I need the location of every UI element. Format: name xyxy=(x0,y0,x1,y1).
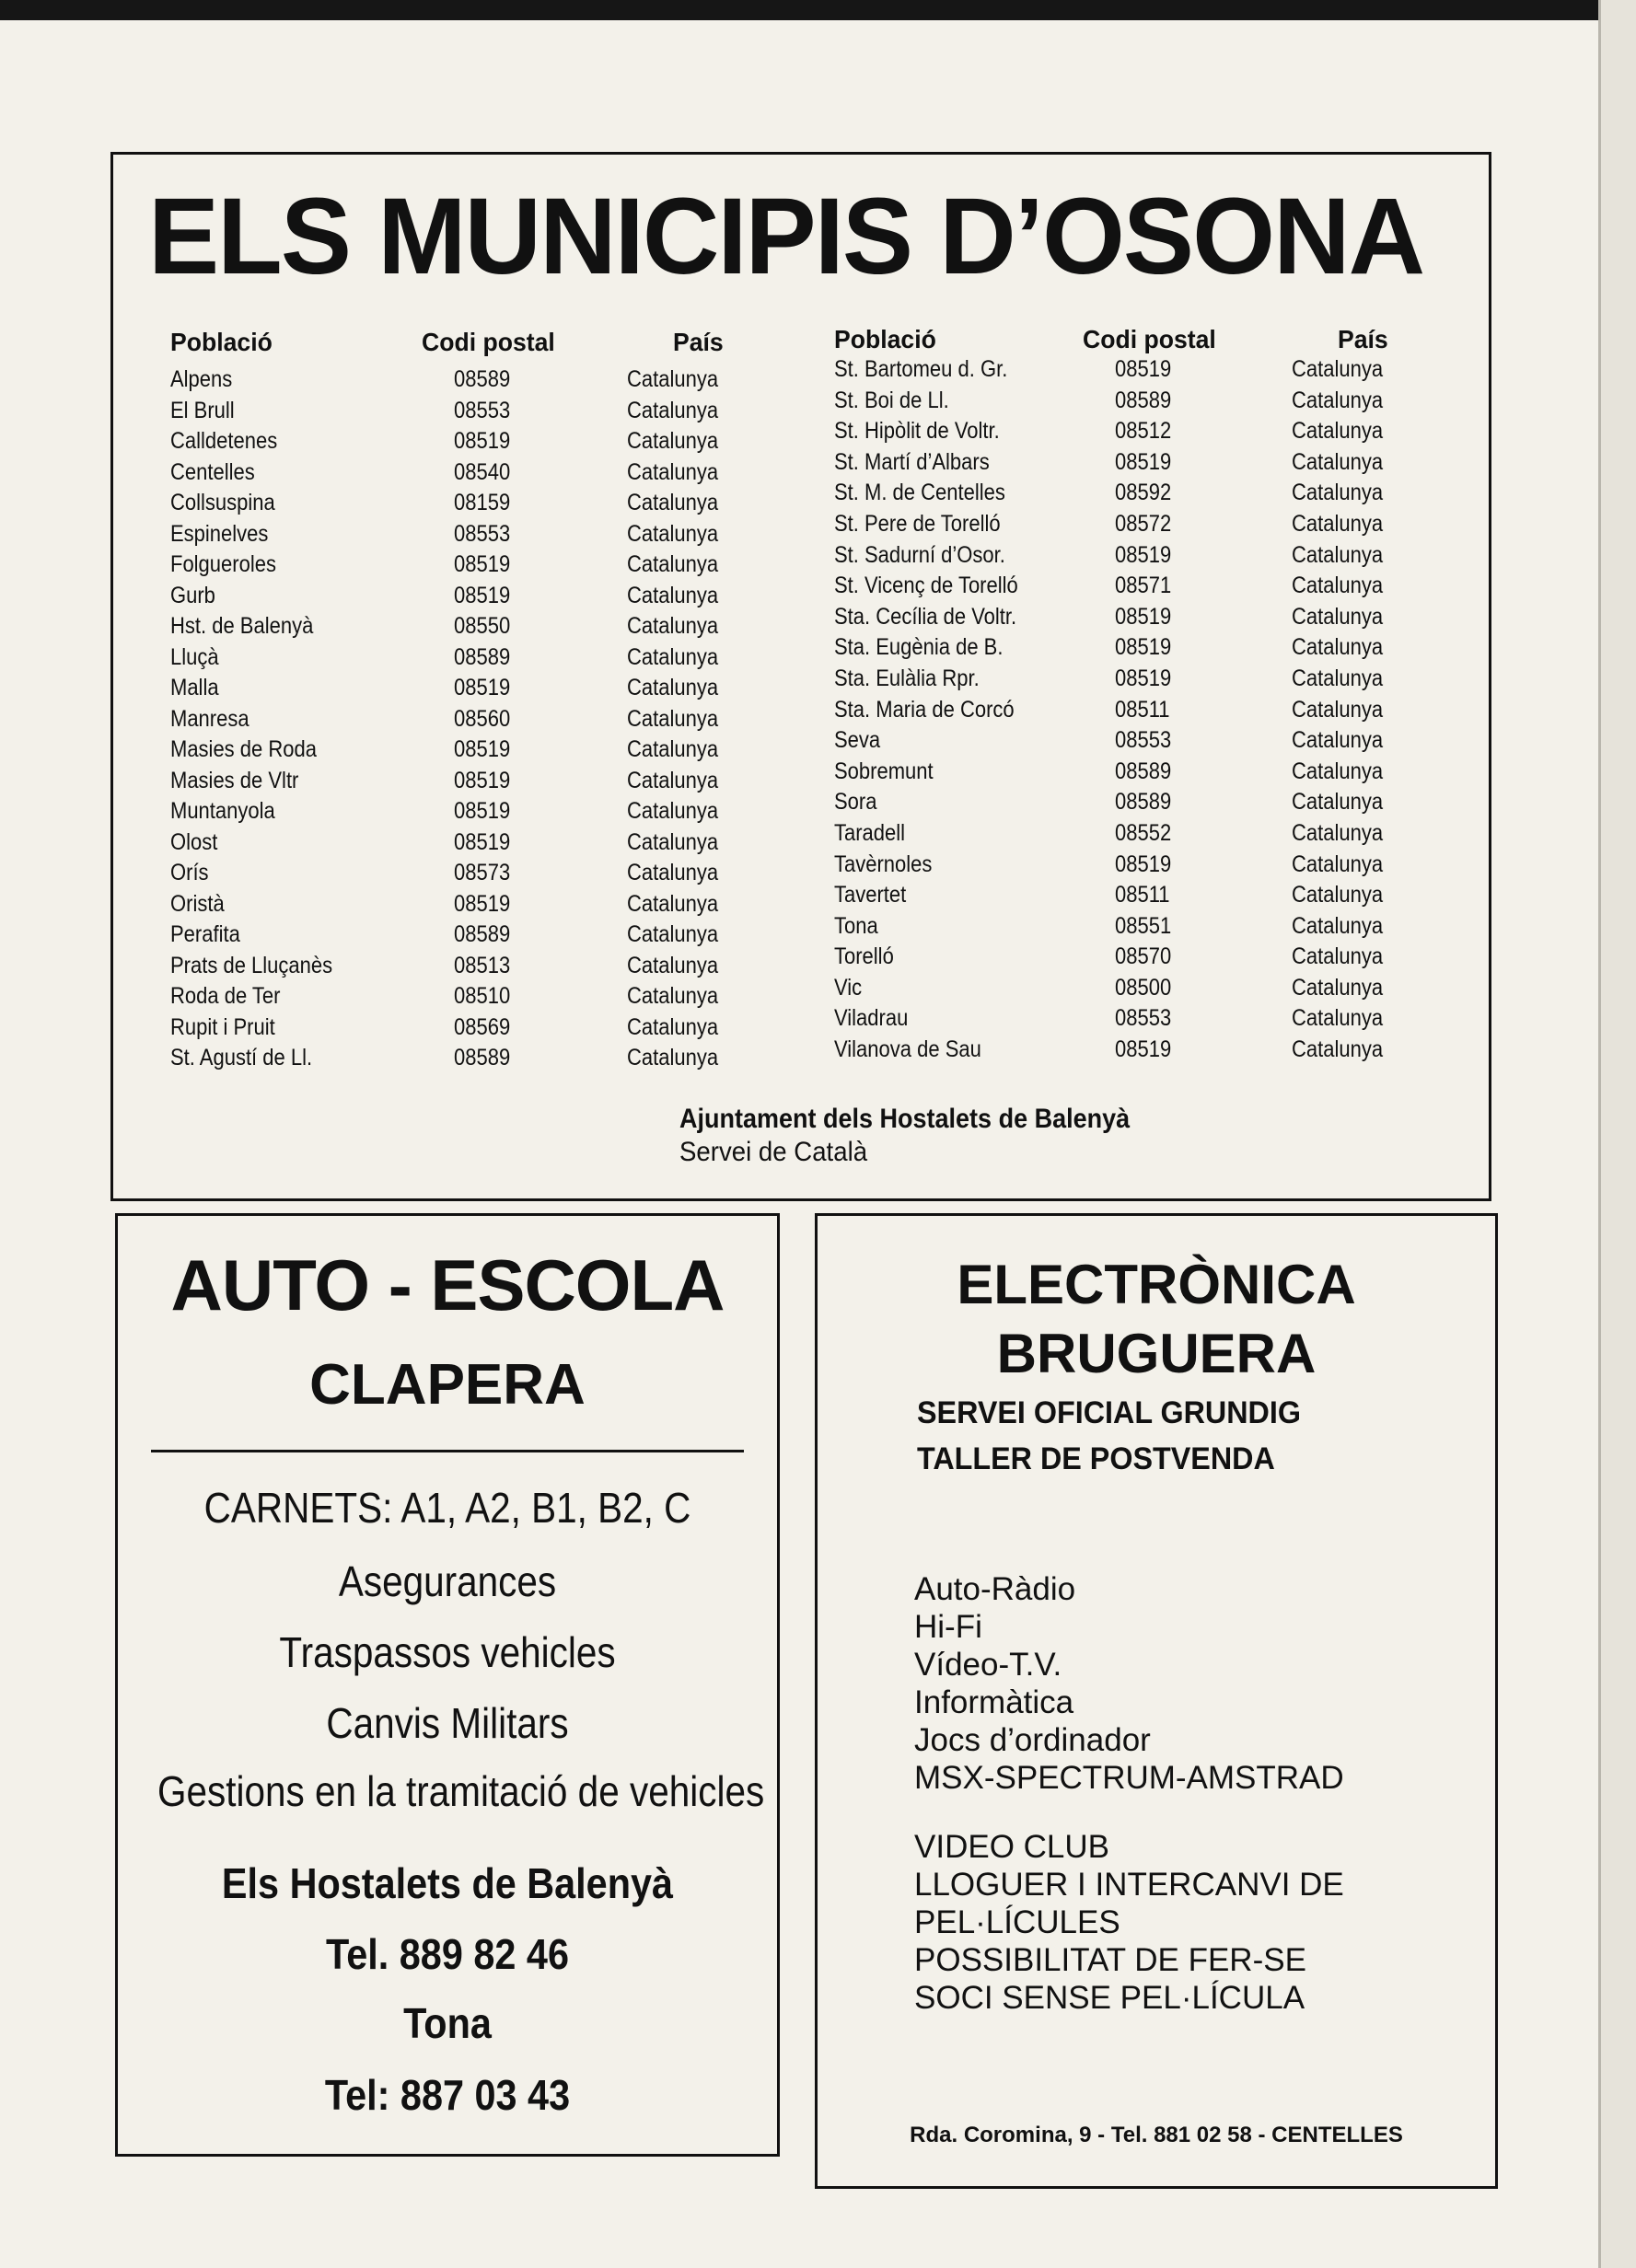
town-name: Muntanyola xyxy=(170,798,275,824)
town-name: Vilanova de Sau xyxy=(834,1036,981,1063)
service-item: Hi-Fi xyxy=(914,1609,982,1645)
town-name: Sta. Eulàlia Rpr. xyxy=(834,665,980,691)
country: Catalunya xyxy=(627,397,719,423)
town-name: Folgueroles xyxy=(170,551,276,577)
town-name: St. Vicenç de Torelló xyxy=(834,573,1018,599)
town-name: Olost xyxy=(170,828,218,855)
autoescola-title: AUTO - ESCOLA xyxy=(170,1244,725,1325)
country: Catalunya xyxy=(1292,480,1384,506)
postal-code: 08589 xyxy=(454,366,511,392)
town-name: St. Boi de Ll. xyxy=(834,387,949,413)
town-name: Centelles xyxy=(170,458,255,485)
videoclub-item: SOCI SENSE PEL·LÍCULA xyxy=(914,1980,1305,2016)
postal-code: 08511 xyxy=(1115,696,1170,723)
autoescola-subtitle: CLAPERA xyxy=(309,1353,586,1417)
town-name: Malla xyxy=(170,675,219,700)
service-line: Gestions en la tramitació de vehicles xyxy=(157,1767,765,1815)
country: Catalunya xyxy=(1292,912,1384,939)
postal-code: 08589 xyxy=(454,921,511,947)
country: Catalunya xyxy=(627,828,719,855)
service-line: Asegurances xyxy=(338,1557,557,1605)
town-name: Sora xyxy=(834,789,877,816)
town-name: Tavertet xyxy=(834,882,907,908)
workshop-line: TALLER DE POSTVENDA xyxy=(917,1441,1275,1476)
country: Catalunya xyxy=(1292,603,1384,630)
page-right-edge xyxy=(1598,0,1636,2268)
town-name: Taradell xyxy=(834,819,906,846)
service-item: Vídeo-T.V. xyxy=(914,1647,1062,1683)
country: Catalunya xyxy=(627,921,719,947)
credit-line-1: Ajuntament dels Hostalets de Balenyà xyxy=(679,1104,1131,1134)
postal-code: 08540 xyxy=(454,458,511,485)
postal-code: 08500 xyxy=(1115,974,1172,1001)
phone-hostalets: Tel. 889 82 46 xyxy=(326,1930,569,1978)
town-name: Collsuspina xyxy=(170,490,275,515)
postal-code: 08551 xyxy=(1115,912,1172,939)
postal-code: 08589 xyxy=(1115,758,1172,784)
electronica-title: ELECTRÒNICA xyxy=(957,1254,1356,1315)
town-name: St. Agustí de Ll. xyxy=(170,1045,313,1070)
town-name: Manresa xyxy=(170,705,249,732)
service-line: Canvis Militars xyxy=(326,1699,569,1747)
town-name: Sta. Cecília de Voltr. xyxy=(834,603,1017,630)
town-name: Masies de Vltr xyxy=(170,767,299,793)
town-name: St. M. de Centelles xyxy=(834,480,1005,506)
postal-code: 08519 xyxy=(454,428,511,454)
postal-code: 08571 xyxy=(1115,573,1172,599)
town-name: Gurb xyxy=(170,582,215,608)
town-name: Sta. Eugènia de B. xyxy=(834,634,1004,661)
header-pais-right: País xyxy=(1338,325,1388,353)
town-name: Tavèrnoles xyxy=(834,850,933,877)
postal-code: 08519 xyxy=(454,767,511,793)
town-name: Perafita xyxy=(170,921,240,947)
service-item: Informàtica xyxy=(914,1684,1074,1720)
postal-code: 08569 xyxy=(454,1013,511,1040)
country: Catalunya xyxy=(1292,882,1384,908)
country: Catalunya xyxy=(1292,665,1384,691)
country: Catalunya xyxy=(627,551,719,577)
postal-code: 08519 xyxy=(1115,665,1172,691)
town-name: Torelló xyxy=(834,943,894,970)
country: Catalunya xyxy=(627,860,719,885)
header-codi-right: Codi postal xyxy=(1083,325,1216,353)
country: Catalunya xyxy=(627,582,719,608)
videoclub-list xyxy=(914,1828,1344,2017)
town-name: St. Martí d’Albars xyxy=(834,448,990,475)
country: Catalunya xyxy=(1292,573,1384,599)
phone-tona: Tel: 887 03 43 xyxy=(324,2071,571,2119)
postal-code: 08519 xyxy=(1115,356,1172,382)
country: Catalunya xyxy=(1292,696,1384,723)
postal-code: 08553 xyxy=(1115,727,1172,754)
postal-code: 08519 xyxy=(454,828,511,855)
postal-code: 08573 xyxy=(454,860,511,885)
address-line: Rda. Coromina, 9 - Tel. 881 02 58 - CENTELLES xyxy=(910,2123,1403,2147)
postal-code: 08560 xyxy=(454,705,511,732)
postal-code: 08553 xyxy=(454,520,511,547)
videoclub-item: PEL·LÍCULES xyxy=(914,1904,1120,1940)
town-name: Espinelves xyxy=(170,520,269,547)
postal-code: 08550 xyxy=(454,613,511,639)
town-name: Tona xyxy=(834,912,878,939)
postal-code: 08519 xyxy=(454,675,511,700)
country: Catalunya xyxy=(1292,727,1384,754)
service-item: Jocs d’ordinador xyxy=(914,1722,1151,1758)
country: Catalunya xyxy=(627,520,719,547)
postal-code: 08553 xyxy=(1115,1005,1172,1032)
postal-code: 08519 xyxy=(454,582,511,608)
postal-code: 08519 xyxy=(1115,603,1172,630)
postal-code: 08519 xyxy=(1115,448,1172,475)
town-name: Oristà xyxy=(170,890,225,917)
town-name: Prats de Lluçanès xyxy=(170,952,333,978)
country: Catalunya xyxy=(1292,510,1384,537)
carnets-line: CARNETS: A1, A2, B1, B2, C xyxy=(203,1484,691,1532)
country: Catalunya xyxy=(627,490,719,515)
services-list xyxy=(914,1570,1344,1797)
postal-code: 08553 xyxy=(454,397,511,423)
country: Catalunya xyxy=(1292,541,1384,568)
country: Catalunya xyxy=(627,798,719,824)
country: Catalunya xyxy=(627,366,719,392)
town-name: St. Sadurní d’Osor. xyxy=(834,541,1005,568)
country: Catalunya xyxy=(1292,974,1384,1001)
page-top-edge xyxy=(0,0,1636,20)
country: Catalunya xyxy=(1292,448,1384,475)
header-codi: Codi postal xyxy=(422,328,555,356)
official-service: SERVEI OFICIAL GRUNDIG xyxy=(917,1395,1301,1430)
country: Catalunya xyxy=(627,1045,719,1070)
postal-code: 08589 xyxy=(1115,789,1172,816)
electronica-title-2: BRUGUERA xyxy=(996,1323,1317,1384)
country: Catalunya xyxy=(1292,819,1384,846)
videoclub-item: LLOGUER I INTERCANVI DE xyxy=(914,1867,1344,1903)
municipis-box xyxy=(110,152,1491,1201)
town-name: St. Bartomeu d. Gr. xyxy=(834,356,1008,382)
left-codi-column xyxy=(422,328,562,1074)
town-name: Masies de Roda xyxy=(170,736,317,762)
town-name: Rupit i Pruit xyxy=(170,1013,275,1040)
left-pais-column xyxy=(627,328,731,1074)
postal-code: 08519 xyxy=(1115,634,1172,661)
town-name: Orís xyxy=(170,860,209,885)
country: Catalunya xyxy=(1292,850,1384,877)
country: Catalunya xyxy=(1292,1036,1384,1063)
country: Catalunya xyxy=(627,643,719,670)
postal-code: 08519 xyxy=(1115,1036,1172,1063)
credit-line-2: Servei de Català xyxy=(679,1137,868,1167)
town-name: St. Pere de Torelló xyxy=(834,510,1001,537)
header-poblacio: Població xyxy=(170,328,273,356)
postal-code: 08589 xyxy=(454,643,511,670)
country: Catalunya xyxy=(627,705,719,732)
country: Catalunya xyxy=(627,767,719,793)
country: Catalunya xyxy=(1292,1005,1384,1032)
electronica-ad xyxy=(815,1213,1498,2189)
left-poblacio-column xyxy=(170,328,354,1074)
postal-code: 08519 xyxy=(454,736,511,762)
postal-code: 08519 xyxy=(454,890,511,917)
town-name: Sta. Maria de Corcó xyxy=(834,696,1015,723)
town-name: El Brull xyxy=(170,397,235,423)
divider xyxy=(151,1450,744,1452)
town-name: Calldetenes xyxy=(170,428,278,454)
postal-code: 08519 xyxy=(454,798,511,824)
country: Catalunya xyxy=(627,952,719,978)
town-name: Roda de Ter xyxy=(170,983,281,1009)
right-pais-column xyxy=(1292,325,1396,1066)
country: Catalunya xyxy=(1292,789,1384,816)
town-name: Lluçà xyxy=(170,643,219,670)
postal-code: 08519 xyxy=(1115,541,1172,568)
country: Catalunya xyxy=(627,458,719,485)
postal-code: 08519 xyxy=(1115,850,1172,877)
country: Catalunya xyxy=(1292,387,1384,413)
postal-code: 08592 xyxy=(1115,480,1172,506)
postal-code: 08589 xyxy=(1115,387,1172,413)
town-name: Viladrau xyxy=(834,1005,909,1032)
header-poblacio-right: Població xyxy=(834,325,936,353)
postal-code: 08512 xyxy=(1115,418,1172,445)
country: Catalunya xyxy=(627,428,719,454)
postal-code: 08572 xyxy=(1115,510,1172,537)
country: Catalunya xyxy=(627,890,719,917)
postal-code: 08552 xyxy=(1115,819,1172,846)
credit xyxy=(679,1103,1180,1169)
town-name: St. Hipòlit de Voltr. xyxy=(834,418,1000,445)
autoescola-ad xyxy=(115,1213,780,2157)
town-hostalets: Els Hostalets de Balenyà xyxy=(221,1859,674,1907)
postal-code: 08513 xyxy=(454,952,511,978)
town-name: Vic xyxy=(834,974,863,1001)
town-name: Alpens xyxy=(170,366,233,392)
town-name: Sobremunt xyxy=(834,758,934,784)
postal-code: 08570 xyxy=(1115,943,1172,970)
service-line: Traspassos vehicles xyxy=(279,1628,616,1676)
country: Catalunya xyxy=(1292,758,1384,784)
town-tona: Tona xyxy=(403,1999,492,2047)
postal-code: 08519 xyxy=(454,551,511,577)
country: Catalunya xyxy=(1292,634,1384,661)
postal-code: 08511 xyxy=(1115,882,1170,908)
country: Catalunya xyxy=(627,613,719,639)
country: Catalunya xyxy=(627,1013,719,1040)
town-name: Hst. de Balenyà xyxy=(170,613,314,639)
country: Catalunya xyxy=(627,675,719,700)
videoclub-item: POSSIBILITAT DE FER-SE xyxy=(914,1942,1306,1978)
service-item: Auto-Ràdio xyxy=(914,1571,1076,1607)
postal-code: 08159 xyxy=(454,490,511,515)
videoclub-item: VIDEO CLUB xyxy=(914,1829,1109,1865)
country: Catalunya xyxy=(1292,943,1384,970)
service-item: MSX-SPECTRUM-AMSTRAD xyxy=(914,1760,1344,1796)
country: Catalunya xyxy=(627,736,719,762)
town-name: Seva xyxy=(834,727,881,754)
country: Catalunya xyxy=(1292,356,1384,382)
municipis-title: ELS MUNICIPIS D’OSONA xyxy=(148,176,1424,297)
postal-code: 08510 xyxy=(454,983,511,1009)
right-codi-column xyxy=(1083,325,1223,1066)
right-poblacio-column xyxy=(834,325,1043,1066)
country: Catalunya xyxy=(627,983,719,1009)
header-pais: País xyxy=(673,328,724,356)
postal-code: 08589 xyxy=(454,1045,511,1070)
country: Catalunya xyxy=(1292,418,1384,445)
